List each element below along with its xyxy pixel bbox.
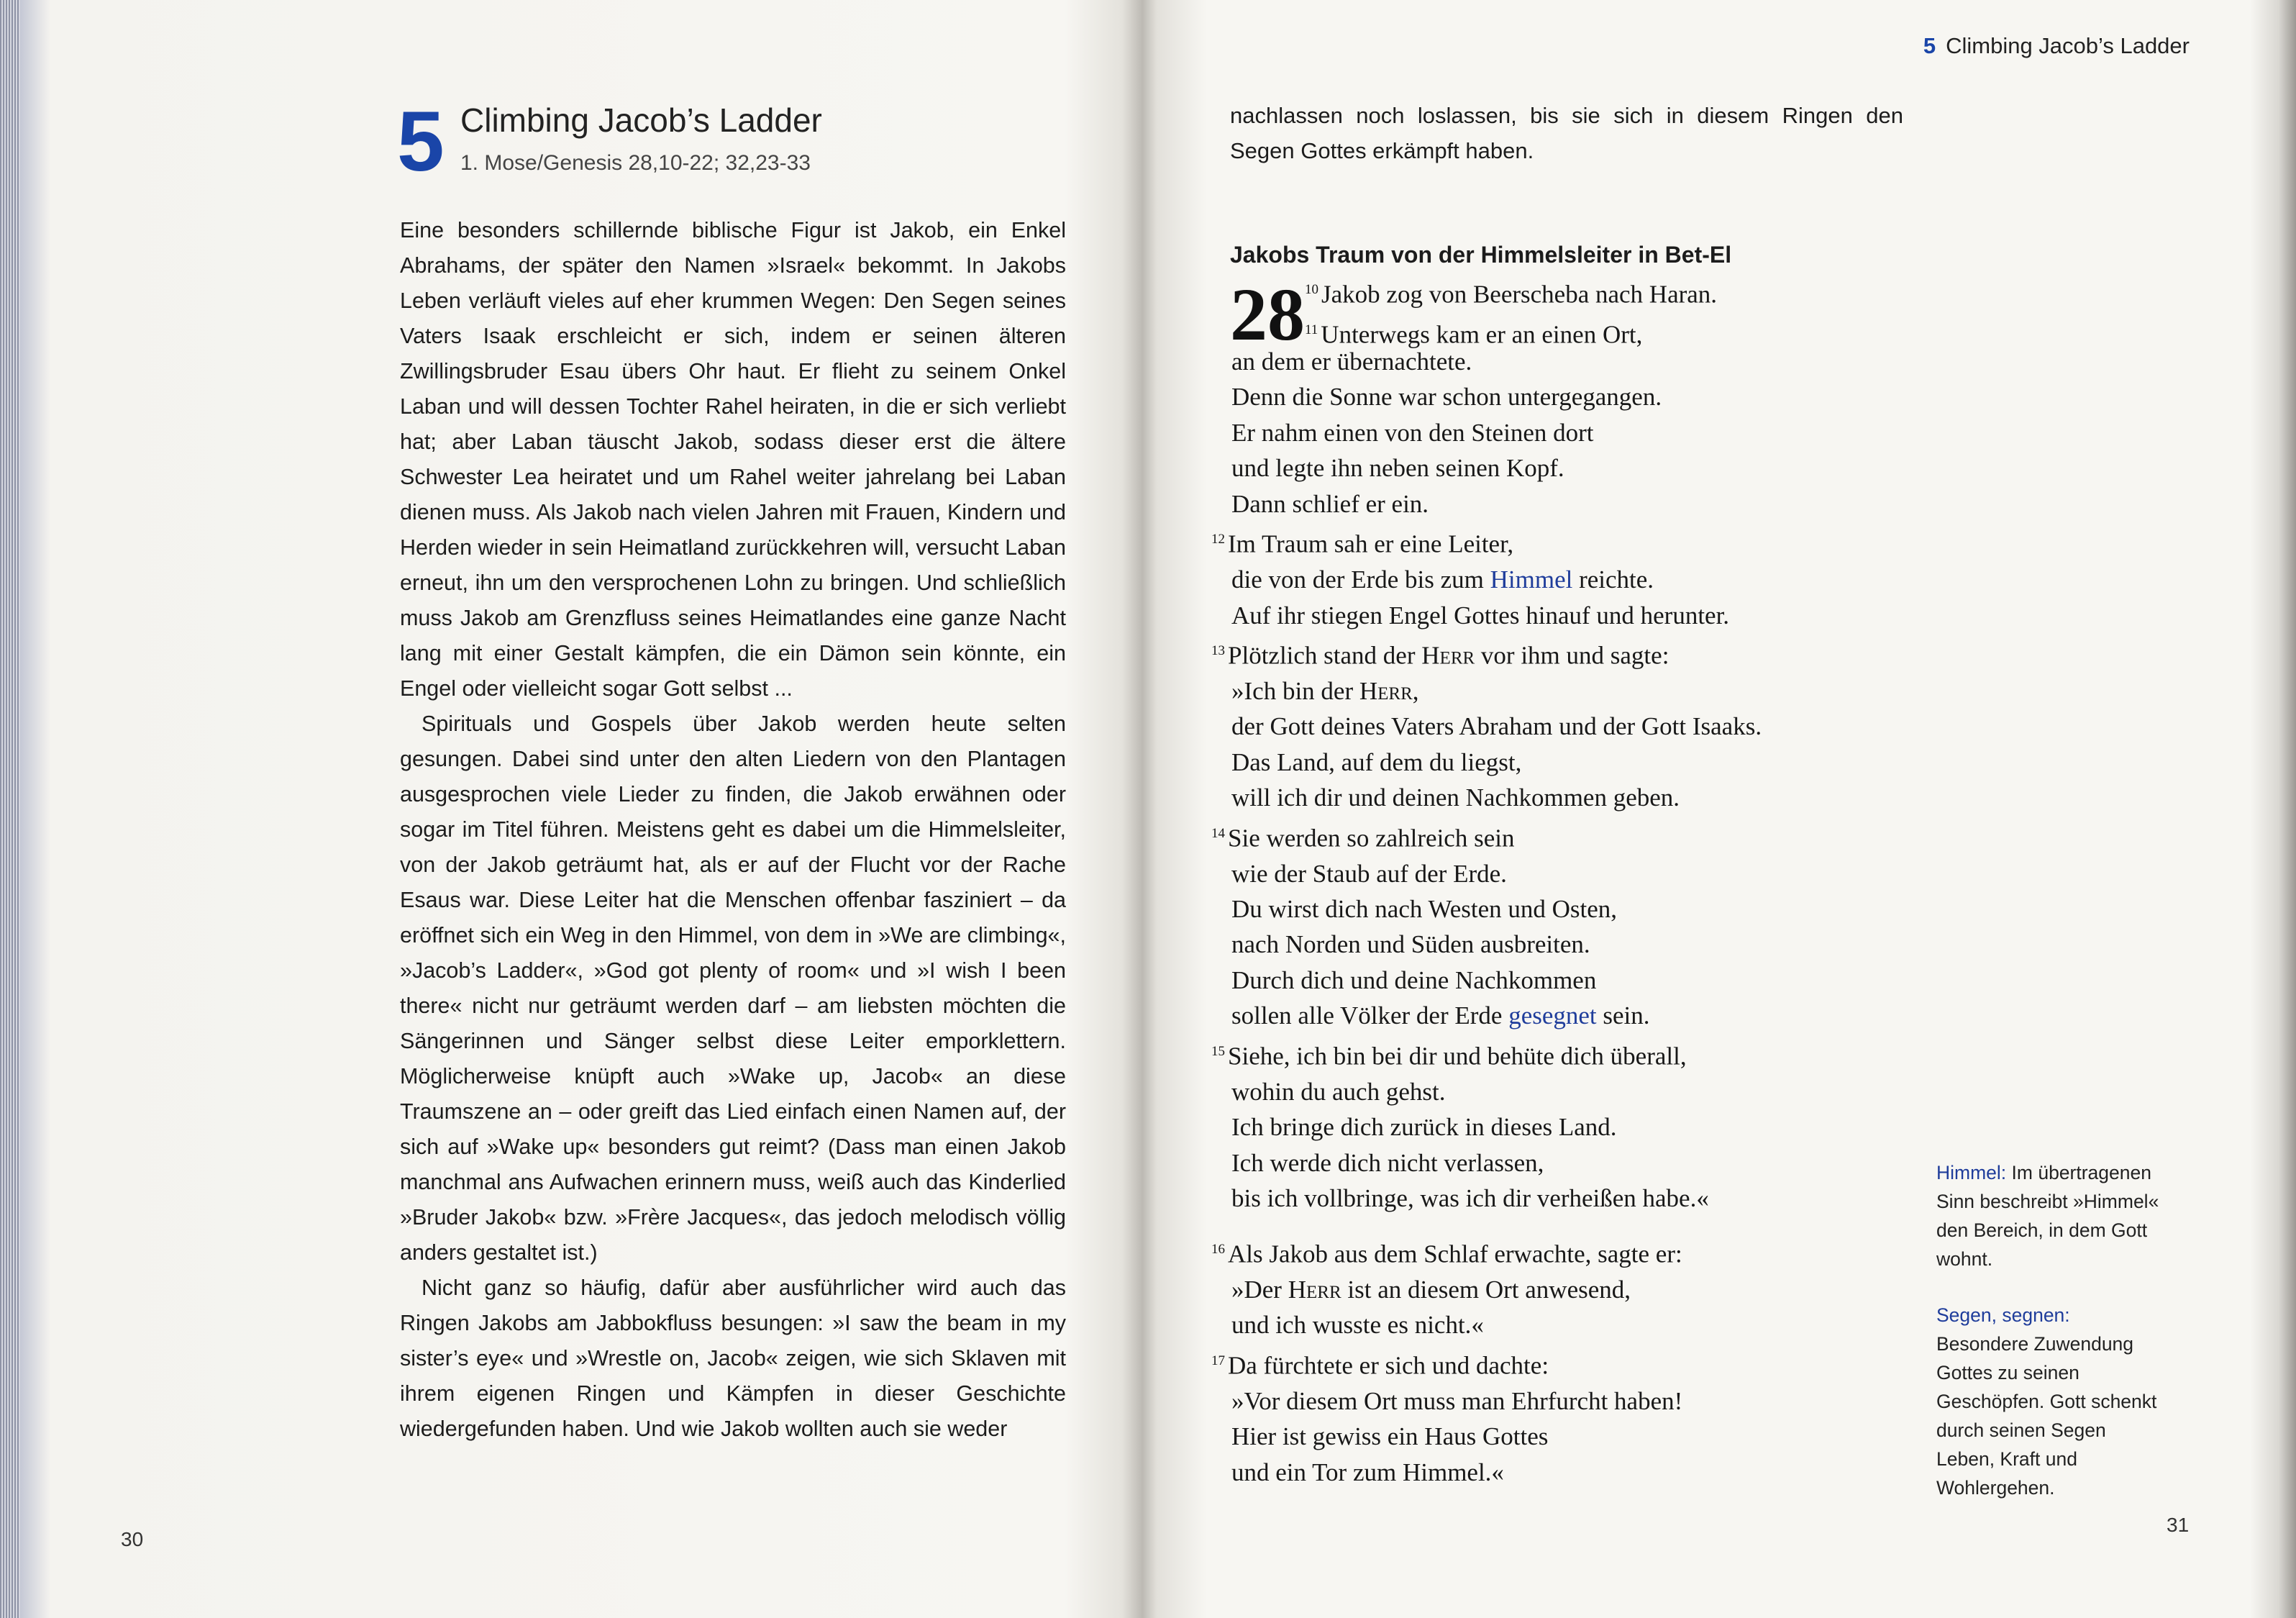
paragraph: Nicht ganz so häufig, dafür aber ausführlicher wird auch das Ringen Jakobs am Jabbokfluss besungen: »I saw the beam in my sister’s eye« und »Wrestle on, Jacob« zeigen, wie sich Sklaven mit ihrem eigenen Ringen und Kämpfen in dieser Geschichte wiedergefunden haben. Und wie Jakob wollten auch sie weder (400, 1276, 1066, 1441)
left-body-text (400, 213, 1066, 1447)
verse-line: an dem er übernachtete. (1231, 347, 1472, 376)
verse-line: Dann schlief er ein. (1231, 489, 1429, 518)
verse-number: 17 (1211, 1353, 1225, 1368)
verse-line: »Vor diesem Ort muss man Ehrfurcht haben! (1231, 1386, 1683, 1415)
verse-number: 14 (1211, 825, 1225, 841)
verse-line: Hier ist gewiss ein Haus Gottes (1231, 1422, 1549, 1451)
left-page (0, 0, 1142, 1618)
verse-line: Durch dich und deine Nachkommen (1231, 965, 1597, 994)
verse-number: 12 (1211, 532, 1225, 547)
verse-line: und ein Tor zum Himmel.« (1231, 1458, 1504, 1486)
glossary-text: Im übertragenen Sinn beschreibt »Himmel« den Bereich, in dem Gott wohnt. (1936, 1162, 2159, 1270)
bible-chapter-number: 28 (1230, 273, 1305, 356)
verse-line: sollen alle Völker der Erde gesegnet sein. (1231, 1001, 1650, 1030)
verse-line: $^{11}$ Unterwegs kam er an einen Ort, (1305, 320, 1643, 349)
verse-number: 15 (1211, 1043, 1225, 1059)
glossary-term: Himmel: (1936, 1162, 2007, 1183)
verse-line: Auf ihr stiegen Engel Gottes hinauf und herunter. (1231, 601, 1730, 630)
verse-line: »Ich bin der Herr, (1231, 676, 1419, 705)
running-head-title: Climbing Jacob’s Ladder (1946, 33, 2190, 58)
glossary-link-gesegnet: gesegnet (1508, 1001, 1597, 1030)
verse-number: 16 (1211, 1242, 1225, 1257)
verse-line: will ich dir und deinen Nachkommen geben. (1231, 783, 1680, 812)
verse-line: Ich bringe dich zurück in dieses Land. (1231, 1113, 1617, 1142)
glossary-entry-himmel (1936, 1158, 2167, 1273)
verse-line: $^{17}$ Da fürchtete er sich und dachte: (1211, 1351, 1549, 1380)
page-edges (0, 0, 20, 1618)
verse-line: $^{16}$ Als Jakob aus dem Schlaf erwachte, sagte er: (1211, 1240, 1682, 1268)
verse-line: der Gott deines Vaters Abraham und der Gott Isaaks. (1231, 712, 1762, 741)
verse-number: 10 (1305, 282, 1318, 297)
chapter-title: Climbing Jacob’s Ladder (460, 101, 822, 139)
glossary-text: Besondere Zuwendung Gottes zu seinen Geschöpfen. Gott schenkt durch seinen Segen Leben, Kraft und Wohlergehen. (1936, 1333, 2157, 1499)
verse-number: 11 (1305, 322, 1318, 338)
bible-text (1211, 344, 1762, 1216)
glossary-entry-segen (1936, 1301, 2167, 1502)
chapter-reference: 1. Mose/Genesis 28,10-22; 32,23-33 (460, 151, 811, 175)
bible-text-bottom (1211, 1232, 1683, 1490)
page-number-right: 31 (2167, 1514, 2190, 1536)
section-heading: Jakobs Traum von der Himmelsleiter in Bet-El (1230, 242, 1732, 268)
verse-line: Das Land, auf dem du liegst, (1231, 747, 1522, 776)
verse-line: wohin du auch gehst. (1231, 1077, 1446, 1106)
paragraph: Eine besonders schillernde biblische Figur ist Jakob, ein Enkel Abrahams, der später den Namen »Israel« bekommt. In Jakobs Leben verläuft vieles auf eher krummen Wegen: Den Segen seines Vaters Isaak erschleicht er sich, indem er seinen älteren Zwillingsbruder Esau übers Ohr haut. Er flieht zu seinem Onkel Laban und will dessen Tochter Rahel heiraten, in die er sich verliebt hat; aber Laban täuscht Jakob, sodass dieser erst die ältere Schwester Lea heiratet und um Rahel weiter jahrelang bei Laban dienen muss. Als Jakob nach vielen Jahren mit Frauen, Kindern und Herden wieder in sein Heimatland zurückkehren will, versucht Laban erneut, ihn um den versprochenen Lohn zu bringen. Und schließlich muss Jakob am Grenzfluss seines Heimatlandes eine ganze Nacht lang mit einer Gestalt kämpfen, die ein Dämon sein könnte, ein Engel oder vielleicht sogar Gott selbst ... (400, 218, 1066, 701)
verse-line: Du wirst dich nach Westen und Osten, (1231, 895, 1618, 924)
verse-number: 13 (1211, 642, 1225, 658)
verse-line: $^{12}$ Im Traum sah er eine Leiter, (1211, 530, 1514, 558)
verse-line: und legte ihn neben seinen Kopf. (1231, 454, 1564, 483)
verse-line: $^{15}$ Siehe, ich bin bei dir und behüte dich überall, (1211, 1042, 1687, 1071)
verse-line: bis ich vollbringe, was ich dir verheißen habe.« (1231, 1183, 1709, 1212)
running-head-number: 5 (1923, 33, 1936, 58)
glossary-term: Segen, segnen: (1936, 1304, 2070, 1326)
verse-line: wie der Staub auf der Erde. (1231, 859, 1507, 888)
chapter-number: 5 (397, 94, 445, 189)
glossary-link-himmel: Himmel (1490, 565, 1573, 594)
page-number-left: 30 (121, 1528, 144, 1550)
verse-line: »Der Herr ist an diesem Ort anwesend, (1231, 1276, 1631, 1304)
running-head (1923, 33, 2190, 59)
verse-line: Ich werde dich nicht verlassen, (1231, 1148, 1544, 1177)
continuation-text: nachlassen noch loslassen, bis sie sich in diesem Ringen den Segen Gottes erkämpft haben. (1230, 103, 1903, 163)
verse-line: Er nahm einen von den Steinen dort (1231, 418, 1594, 447)
bible-text-top (1305, 272, 1717, 353)
verse-line: $^{14}$ Sie werden so zahlreich sein (1211, 824, 1515, 853)
verse-line: nach Norden und Süden ausbreiten. (1231, 930, 1590, 959)
verse-line: Denn die Sonne war schon untergegangen. (1231, 383, 1662, 412)
verse-line: $^{13}$ Plötzlich stand der Herr vor ihm und sagte: (1211, 641, 1669, 670)
verse-line: die von der Erde bis zum Himmel reichte. (1231, 565, 1654, 594)
paragraph: Spirituals und Gospels über Jakob werden heute selten gesungen. Dabei sind unter den alten Liedern von den Plantagen ausgesprochen viele Lieder zu finden, die Jakob erwähnen oder sogar im Titel führen. Meistens geht es dabei um die Himmelsleiter, von der Jakob geträumt hat, als er auf der Flucht vor der Rache Esaus war. Diese Leiter hat die Menschen offenbar fasziniert – da eröffnet sich ein Weg in den Himmel, von dem in »We are climbing«, »Jacob’s Ladder«, »God got plenty of room« und »I wish I been there« nicht nur geträumt werden darf – am liebsten möchten die Sängerinnen und Sänger selbst diese Leiter emporklettern. Möglicherweise knüpft auch »Wake up, Jacob« an diese Traumszene an – oder greift das Lied einfach einen Namen auf, der sich auf »Wake up« besonders gut reimt? (Dass man einen Jakob manchmal ans Aufwachen erinnern muss, weiß auch das Kinderlied »Bruder Jakob« bzw. »Frère Jacques«, das jedoch melodisch völlig anders gestaltet ist.) (400, 712, 1066, 1265)
right-page (1142, 0, 2296, 1618)
verse-line: und ich wusste es nicht.« (1231, 1311, 1484, 1340)
verse-line: $^{10}$ Jakob zog von Beerscheba nach Haran. (1305, 280, 1718, 309)
